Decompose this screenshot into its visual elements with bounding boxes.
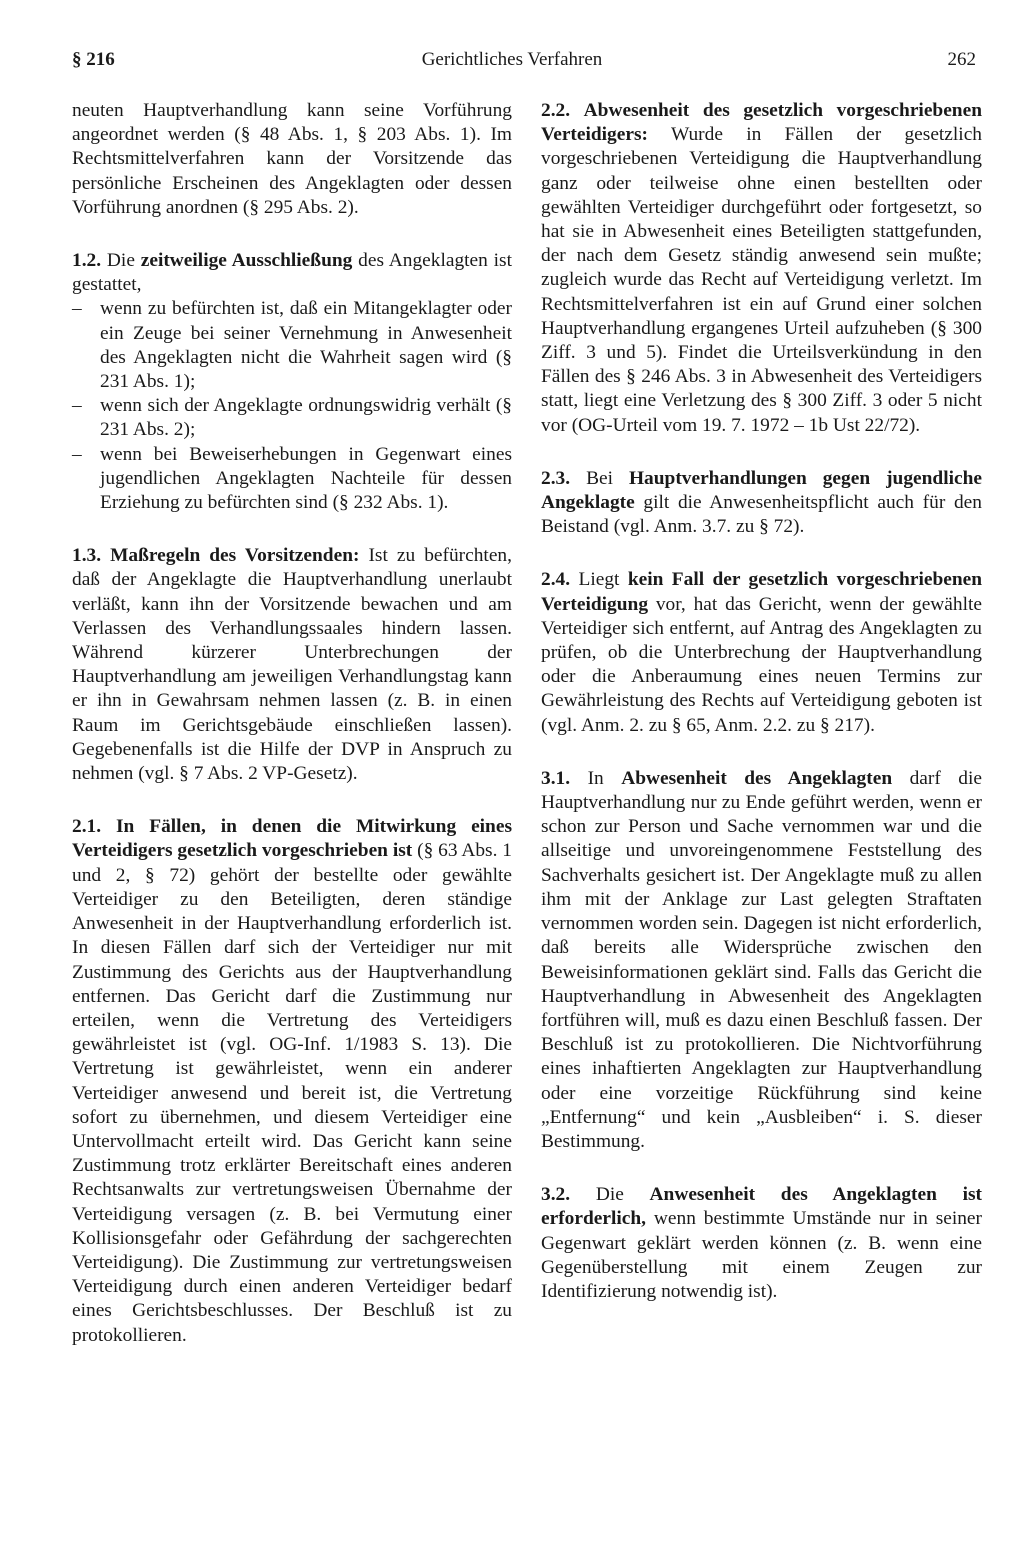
section-reference: § 216	[72, 49, 115, 70]
paragraph-number: 2.3.	[541, 467, 571, 489]
paragraph-number: 3.1.	[541, 767, 571, 789]
paragraph-lead: In	[587, 767, 604, 789]
list-item	[72, 297, 512, 394]
paragraph-heading: kein Fall der gesetzlich vorgeschriebenen Verteidigung	[541, 569, 983, 615]
paragraph-2-1	[72, 815, 512, 1347]
list-item	[72, 443, 512, 516]
paragraph-text: vor, hat das Gericht, wenn der gewählte Verteidiger sich entfernt, auf Antrag des Angeklagten zu prüfen, ob die Unterbrechung der Hauptverhandlung oder die Anberaumung eines neuen Termins zur Gewährleistung des Rechts auf Verteidigung geboten ist (vgl. Anm. 2. zu § 65, Anm. 2.2. zu § 217).	[541, 593, 982, 736]
right-column	[541, 99, 982, 1304]
paragraph-3-1	[541, 767, 982, 1154]
paragraph-1-2	[72, 249, 512, 297]
paragraph-heading: Maßregeln des Vorsitzenden:	[110, 545, 360, 567]
list-item	[72, 394, 512, 442]
paragraph-lead: Liegt	[578, 569, 620, 591]
dash-bullet: –	[72, 298, 82, 320]
paragraph-lead: Die	[595, 1184, 624, 1206]
paragraph-text: darf die Hauptverhandlung nur zu Ende geführt werden, wenn er schon zur Person und Sache vernommen war und die allseitige und unvoreingenommene Feststellung des Sachverhalts gesichert ist. Der Angeklagte muß zu allen ihm mit der Anklage zur Last gelegten Straftaten vernommen worden sein. Dagegen ist nicht erforderlich, daß bereits alle Widersprüche zwischen den Beweisinformationen geklärt sind. Falls das Gericht die Hauptverhandlung in Abwesenheit des Angeklagten fortführen will, muß es dazu einen Beschluß fassen. Der Beschluß ist zu protokollieren. Die Nichtvorführung eines inhaftierten Angeklagten zur Hauptverhandlung oder eine vorzeitige Rückführung sind keine „Entfernung“ und kein „Ausbleiben“ i. S. dieser Bestimmung.	[541, 767, 982, 1152]
paragraph-text: Ist zu befürchten, daß der Angeklagte die Hauptverhandlung unerlaubt verläßt, kann ihn der Vorsitzende bewachen und am Verlassen des Verhandlungssaales hindern lassen. Während kürzerer Unterbrechungen der Hauptverhandlung am jeweiligen Verhandlungstag kann er ihn in Gewahrsam nehmen lassen (z. B. in einen Raum im Gerichtsgebäude einschließen lassen). Gegebenenfalls ist die Hilfe der DVP in Anspruch zu nehmen (vgl. § 7 Abs. 2 VP-Gesetz).	[72, 545, 512, 785]
paragraph-heading: zeitweilige Ausschließung	[140, 250, 353, 272]
dash-bullet: –	[72, 395, 82, 417]
paragraph-1-3	[72, 544, 512, 786]
paragraph-text: wenn bestimmte Umstände nur in seiner Gegenwart geklärt werden können (z. B. wenn eine Gegenüberstellung mit einem Zeugen zur Identifizierung notwendig ist).	[541, 1208, 982, 1302]
list-item-text: wenn zu befürchten ist, daß ein Mitangeklagter oder ein Zeuge bei seiner Vernehmung in Anwesenheit des Angeklagten nicht die Wahrheit sagen wird (§ 231 Abs. 1);	[100, 298, 512, 393]
list-item-text: wenn bei Beweiserhebungen in Gegenwart eines jugendlichen Angeklagten Nachteile für dessen Erziehung zu befürchten sind (§ 232 Abs. 1).	[100, 443, 512, 514]
paragraph-text: (§ 63 Abs. 1 und 2, § 72) gehört der bestellte oder gewählte Verteidiger zu den Beteiligten, deren ständige Anwesenheit in der Hauptverhandlung erforderlich ist. In diesen Fällen darf sich der Verteidiger nur mit Zustimmung des Gerichts aus der Hauptverhandlung entfernen. Das Gericht darf die Zustimmung nur erteilen, wenn die Vertretung des Verteidigers gewährleistet ist (vgl. OG-Inf. 1/1983 S. 13). Die Vertretung ist gewährleistet, wenn ein anderer Verteidiger anwesend und bereit ist, die Vertretung sofort zu übernehmen, und diesem Verteidiger eine Untervollmacht erteilt wird. Das Gericht kann seine Zustimmung trotz erklärter Bereitschaft eines anderen Rechtsanwalts zur vertretungsweisen Übernahme der Verteidigung versagen (z. B. bei Vermutung einer Kollisionsgefahr oder Gefährdung der sachgerechten Verteidigung). Die Zustimmung zur vertretungsweisen Verteidigung durch einen anderen Verteidiger bedarf eines Gerichtsbeschlusses. Der Beschluß ist zu protokollieren.	[72, 840, 512, 1346]
paragraph-number: 3.2.	[541, 1184, 571, 1206]
paragraph-number: 1.3.	[72, 545, 102, 567]
paragraph-3-2	[541, 1183, 982, 1304]
paragraph-number: 2.1.	[72, 816, 102, 838]
page-number: 262	[947, 49, 976, 70]
left-column	[72, 99, 512, 1348]
paragraph-number: 1.2.	[72, 250, 102, 272]
paragraph-text: gilt die Anwesenheitspflicht auch für den Beistand (vgl. Anm. 3.7. zu § 72).	[541, 492, 982, 538]
paragraph-2-4	[541, 568, 982, 737]
list-item-text: wenn sich der Angeklagte ordnungswidrig verhält (§ 231 Abs. 2);	[100, 395, 512, 441]
paragraph-text: Wurde in Fällen der gesetzlich vorgeschriebenen Verteidigung die Hauptverhandlung ganz oder teilweise ohne einen bestellten oder gewählten Verteidiger durchgeführt oder fortgesetzt, so hat sie in Abwesenheit eines Beteiligten stattgefunden, der nach dem Gesetz ständig anwesend sein mußte; zugleich wurde das Recht auf Verteidigung verletzt. Im Rechtsmittelverfahren ist ein auf Grund einer solchen Hauptverhandlung ergangenes Urteil aufzuheben (§ 300 Ziff. 3 und 5). Findet die Urteilsverkündung in den Fällen des § 246 Abs. 3 in Abwesenheit des Verteidigers statt, liegt eine Verletzung des § 300 Ziff. 3 oder 5 nicht vor (OG-Urteil vom 19. 7. 1972 – 1b Ust 22/72).	[541, 124, 982, 436]
running-title: Gerichtliches Verfahren	[421, 49, 603, 70]
paragraph-2-3	[541, 467, 982, 540]
paragraph-heading: Hauptverhandlungen gegen jugendliche Angeklagte	[541, 467, 982, 514]
paragraph-text: des Angeklagten ist gestattet,	[72, 250, 512, 296]
paragraph-lead: Bei	[586, 467, 613, 489]
paragraph-continuation: neuten Hauptverhandlung kann seine Vorführung angeordnet werden (§ 48 Abs. 1, § 203 Abs. 1). Im Rechtsmittelverfahren kann der Vorsitzende das persönliche Erscheinen des Angeklagten oder dessen Vorführung anordnen (§ 295 Abs. 2).	[72, 100, 512, 218]
paragraph-number: 2.2.	[541, 100, 571, 121]
paragraph-heading: In Fällen, in denen die Mitwirkung eines Verteidigers gesetzlich vorgeschrieben ist	[72, 816, 512, 862]
paragraph-number: 2.4.	[541, 569, 571, 591]
paragraph-heading: Anwesenheit des Angeklagten ist erforderlich,	[541, 1184, 982, 1230]
paragraph-lead: Die	[106, 250, 135, 272]
dash-bullet: –	[72, 443, 82, 465]
paragraph-heading: Abwesenheit des gesetzlich vorgeschriebenen Verteidigers:	[541, 100, 982, 146]
paragraph-2-2	[541, 99, 982, 438]
paragraph-heading: Abwesenheit des Angeklagten	[621, 767, 893, 789]
